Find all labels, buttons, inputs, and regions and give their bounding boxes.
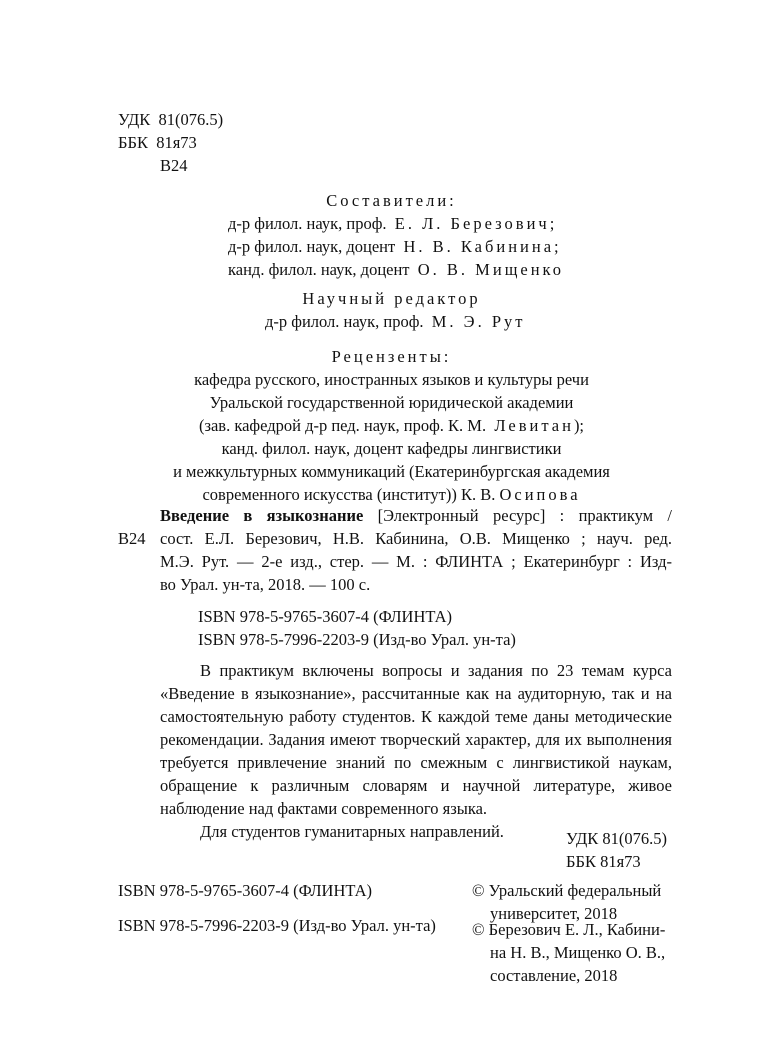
compilers-block [0,189,783,212]
compiler-2-suffix: ; [554,237,559,256]
reviewer-2-degree: современного искусства (институт)) К. В. [202,485,496,504]
copyright-authors [472,918,665,987]
reviewer-line-3-suffix: ); [573,416,585,435]
compilers-heading: Составители: [326,191,457,210]
compiler-1-degree: д-р филол. наук, проф. [228,214,387,233]
compiler-2-degree: д-р филол. наук, доцент [228,237,396,256]
bibliography-record [160,504,672,596]
bbk-line [118,131,197,154]
reviewer-line-3 [0,414,783,437]
copyright-authors-line-1: © Березович Е. Л., Кабини- [472,920,666,939]
editor-line [265,310,525,333]
book-title: Введение в языкознание [160,506,364,525]
editor-name: М. Э. Рут [431,312,526,331]
bibliography-line-1 [160,504,672,527]
bibliography-mark: В24 [118,529,146,548]
reviewer-head-of-dept: (зав. кафедрой д-р пед. наук, проф. К. М. [198,416,487,435]
bbk-label: ББК [118,133,148,152]
compiler-line-2 [228,235,559,258]
bbk-value: 81я73 [156,133,197,152]
udk-value: 81(076.5) [158,110,224,129]
reviewer-line-1: кафедра русского, иностранных языков и культуры речи [194,370,589,389]
copyright-urfu-line-2: университет, 2018 [490,904,618,923]
compiler-1-name: Е. Л. Березович [394,214,550,233]
bibliography-line-3: М.Э. Рут. — 2-е изд., стер. — М. : ФЛИНТА ; Екатеринбург : Изд- [160,552,672,571]
annotation-paragraph-2: Для студентов гуманитарных направлений. [200,822,504,841]
compiler-3-degree: канд. филол. наук, доцент [228,260,410,279]
editor-degree: д-р филол. наук, проф. [265,312,424,331]
bibliography-line-2: сост. Е.Л. Березович, Н.В. Кабинина, О.В. Мищенко ; науч. ред. [160,529,672,548]
footer-isbn-flinta: ISBN 978-5-9765-3607-4 (ФЛИНТА) [118,881,373,900]
compiler-line-1 [228,212,554,235]
copyright-authors-line-2: на Н. В., Мищенко О. В., [490,943,666,962]
compiler-1-suffix: ; [549,214,555,233]
editor-heading: Научный редактор [302,289,481,308]
copyright-authors-line-3: составление, 2018 [490,966,618,985]
reviewer-line-6 [0,483,783,506]
reviewer-line-5: и межкультурных коммуникаций (Екатеринбургская академия [173,462,610,481]
isbn-ural: ISBN 978-5-7996-2203-9 (Изд-во Урал. ун-та) [198,630,516,649]
compiler-line-3 [228,258,564,281]
udk-line [118,108,223,131]
footer-isbn-ural: ISBN 978-5-7996-2203-9 (Изд-во Урал. ун-та) [118,916,436,935]
annotation-paragraph-1: В практикум включены вопросы и задания по 23 темам курса «Введение в языкознание», рассчитанные как на аудиторную, так и на самостоятельную работу студентов. К каждой теме даны методические рекомендации. Задания имеют творческий характер, для их выполнения требуется привлечение знаний по смежным с лингвистикой наукам, обращение к различным словарям и научной литературе, живое наблюдение над фактами современного языка. [160,661,672,818]
reviewer-line-4: канд. филол. наук, доцент кафедры лингвистики [221,439,562,458]
compiler-3-name: О. В. Мищенко [417,260,564,279]
bibliography-line-1-rest: [Электронный ресурс] : практикум / [363,506,672,525]
author-mark: В24 [160,156,188,175]
reviewer-head-name: Левитан [494,416,574,435]
annotation [160,659,672,843]
reviewer-line-2: Уральской государственной юридической академии [209,393,574,412]
copyright-urfu-line-1: © Уральский федеральный [472,881,662,900]
isbn-flinta: ISBN 978-5-9765-3607-4 (ФЛИНТА) [198,607,453,626]
bibliography-line-4: во Урал. ун-та, 2018. — 100 с. [160,575,371,594]
bottom-bbk: ББК 81я73 [566,852,641,871]
reviewers-heading: Рецензенты: [331,347,452,366]
bottom-udk: УДК 81(076.5) [566,829,668,848]
reviewer-2-name: Осипова [499,485,581,504]
udk-label: УДК [118,110,151,129]
compiler-2-name: Н. В. Кабинина [403,237,555,256]
